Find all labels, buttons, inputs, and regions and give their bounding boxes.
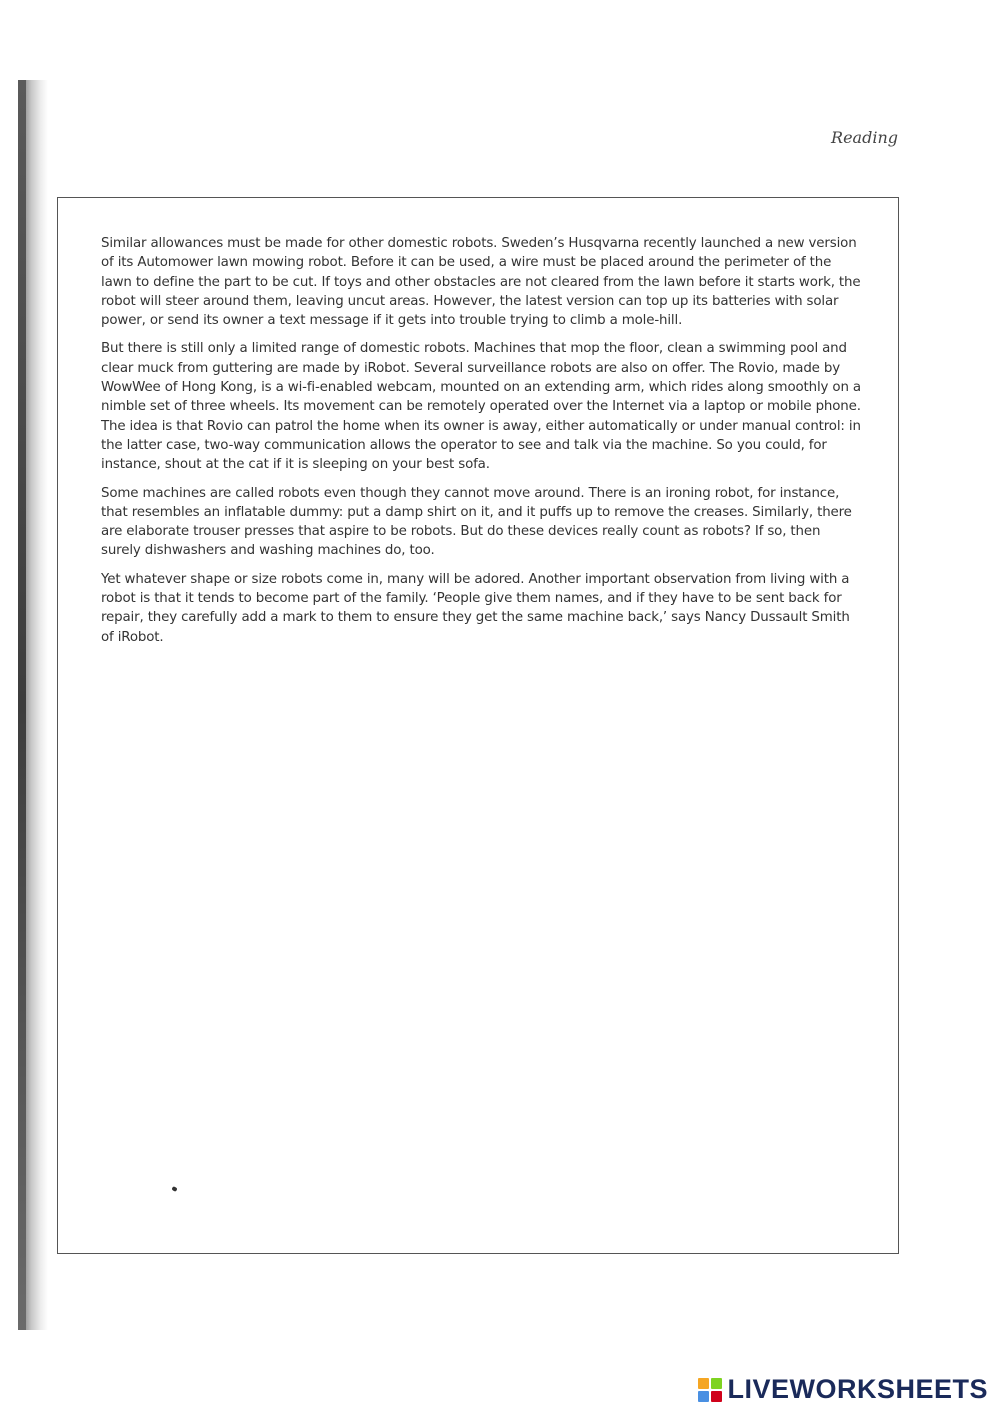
paragraph-1: Similar allowances must be made for other domestic robots. Sweden’s Husqvarna recently launched a new version of its Automower lawn mowing robot. Before it can be used, a wire must be placed around the perimeter of the lawn to define the part to be cut. If toys and other obstacles are not cleared from the lawn before it starts work, the robot will steer around them, leaving uncut areas. However, the latest version can top up its batteries with solar power, or send its owner a text message if it gets into trouble trying to climb a mole-hill.: [101, 236, 861, 329]
running-head: Reading: [831, 128, 898, 147]
paragraph-4: Yet whatever shape or size robots come in, many will be adored. Another important observation from living with a robot is that it tends to become part of the family. ‘People give them names, and if they have to be sent back for repair, they carefully add a mark to them to ensure they get the same machine back,’ says Nancy Dussault Smith of iRobot.: [101, 571, 850, 645]
brand-name: LIVEWORKSHEETS: [727, 1374, 988, 1404]
paragraph-3: Some machines are called robots even though they cannot move around. There is an ironing robot, for instance, that resembles an inflatable dummy: put a damp shirt on it, and it puffs up to remove the creases. Similarly, there are elaborate trouser presses that aspire to be robots. But do these devices really count as robots? If so, then surely dishwashers and washing machines do, too.: [101, 485, 852, 559]
reading-text-box: [57, 197, 899, 1254]
page-binding-edge: [18, 80, 26, 1330]
liveworksheets-brand[interactable]: [698, 1374, 988, 1405]
paragraph-2: But there is still only a limited range of domestic robots. Machines that mop the floor, clean a swimming pool and clear muck from guttering are made by iRobot. Several surveillance robots are also on offer. The Rovio, made by WowWee of Hong Kong, is a wi-fi-enabled webcam, mounted on an extending arm, which rides along smoothly on a nimble set of three wheels. Its movement can be remotely operated over the Internet via a laptop or mobile phone. The idea is that Rovio can patrol the home when its owner is away, either automatically or under manual control: in the latter case, two-way communication allows the operator to see and talk via the machine. So you could, for instance, shout at the cat if it is sleeping on your best sofa.: [101, 341, 861, 473]
article-body: [101, 234, 861, 656]
logo-square-1: [698, 1378, 709, 1389]
logo-square-3: [698, 1391, 709, 1402]
liveworksheets-logo-icon: [698, 1378, 722, 1402]
logo-square-4: [711, 1391, 722, 1402]
logo-square-2: [711, 1378, 722, 1389]
